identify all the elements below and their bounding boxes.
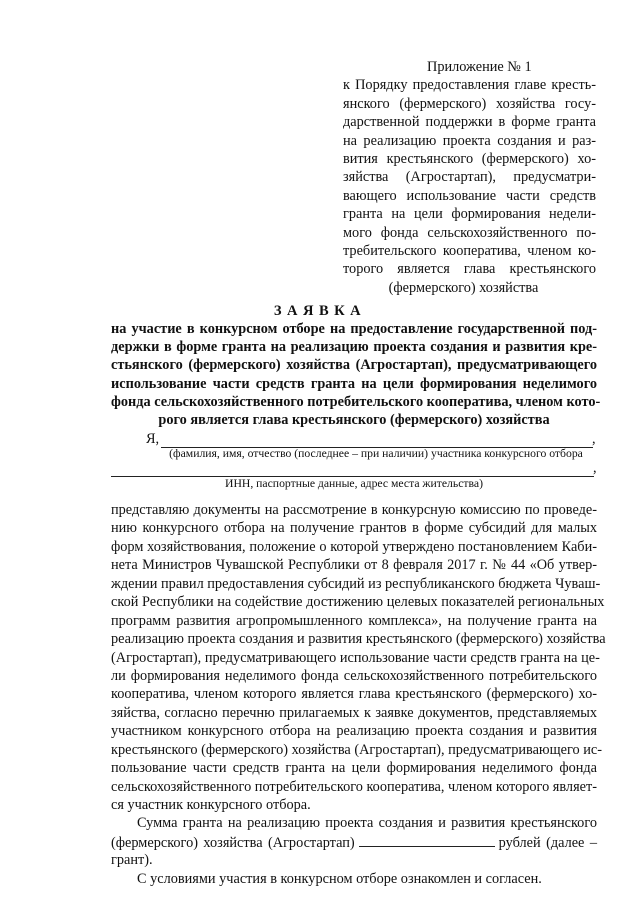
subtitle-line: держки в форме гранта на реализацию проекта создания и развития кре- [111, 339, 597, 356]
body-line: ся участник конкурсного отбора. [111, 797, 311, 813]
appendix-line: требительского кооператива, членом ко- [343, 242, 596, 259]
subtitle-line: фонда сельскохозяйственного потребительского кооператива, членом кото- [111, 393, 601, 410]
appendix-line: янского (фермерского) хозяйства госу- [343, 95, 596, 112]
body-line: кооператива, членом которого является глава крестьянского (фермерского) хо- [111, 686, 597, 703]
body-line: представляю документы на рассмотрение в конкурсную комиссию по проведе- [111, 502, 597, 518]
grant-sum-text: рублей (далее – [498, 834, 597, 851]
appendix-line: (фермерского) хозяйства [388, 279, 539, 296]
body-line: программ развития агропромышленного комплекса», на получение гранта на [111, 612, 597, 629]
appendix-line: дарственной поддержки в форме гранта [343, 114, 596, 131]
grant-amount-field[interactable] [359, 833, 495, 847]
body-line: нию конкурсного отбора на получение грантов в форме субсидий для малых [111, 520, 597, 537]
subtitle-line: стьянского (фермерского) хозяйства (Агростартап), предусматривающего [111, 357, 597, 374]
subtitle-line: рого является глава крестьянского (фермерского) хозяйства [158, 411, 550, 428]
body-line: пользование части средств гранта на цели формирования неделимого фонда [111, 760, 597, 777]
appendix-line: вития крестьянского (фермерского) хо- [343, 150, 596, 167]
subtitle-line: на участие в конкурсном отборе на предоставление государственной под- [111, 321, 597, 337]
appendix-line: торого является глава крестьянского [343, 261, 596, 278]
body-line: нета Министров Чувашской Республики от 8 февраля 2017 г. № 44 «Об утвер- [111, 557, 597, 574]
agreement-statement: С условиями участия в конкурсном отборе ознакомлен и согласен. [137, 870, 542, 887]
body-line: ли формирования неделимого фонда сельскохозяйственного потребительского [111, 667, 597, 684]
appendix-line: вающего использование части средств [343, 187, 596, 204]
appendix-line: гранта на цели формирования недели- [343, 206, 596, 223]
body-line: (Агростартап), предусматривающего использование части средств гранта на це- [111, 649, 600, 666]
body-line: зяйства, согласно перечню прилагаемых к заявке документов, представляемых [111, 704, 597, 721]
body-line: ждении правил предоставления субсидий из республиканского бюджета Чуваш- [111, 575, 601, 592]
body-line: участником конкурсного отбора на реализацию проекта создания и развития [111, 723, 597, 740]
grant-sum-line: Сумма гранта на реализацию проекта создания и развития крестьянского [137, 815, 597, 832]
body-line: форм хозяйствования, положение о которой утверждено постановлением Каби- [111, 538, 597, 555]
applicant-details-hint: ИНН, паспортные данные, адрес места жительства) [225, 477, 483, 490]
applicant-name-hint: (фамилия, имя, отчество (последнее – при наличии) участника конкурсного отбора [169, 447, 583, 460]
body-line: крестьянского (фермерского) хозяйства (Агростартап), предусматривающего ис- [111, 741, 602, 758]
application-body [111, 501, 606, 888]
appendix-line: на реализацию проекта создания и раз- [343, 132, 596, 149]
appendix-line: мого фонда сельскохозяйственного по- [343, 224, 596, 241]
document-subtitle [111, 320, 601, 429]
body-line: ской Республики на содействие достижению целевых показателей региональных [111, 594, 605, 611]
applicant-details-comma: , [593, 460, 597, 476]
grant-sum-line [111, 833, 597, 851]
appendix-line: зяйства (Агростартап), предусматри- [343, 169, 596, 186]
document-title: ЗАЯВКА [273, 303, 367, 319]
applicant-comma: , [592, 431, 596, 447]
applicant-label: Я, [146, 431, 160, 447]
subtitle-line: использование части средств гранта на цели формирования неделимого [111, 375, 597, 392]
body-line: реализацию проекта создания и развития крестьянского (фермерского) хозяйства [111, 631, 606, 648]
appendix-number: Приложение № 1 [427, 59, 532, 75]
appendix-line: к Порядку предоставления главе кресть- [343, 77, 596, 94]
grant-sum-line: грант). [111, 852, 153, 869]
body-line: сельскохозяйственного потребительского кооператива, членом которого являет- [111, 778, 597, 795]
grant-sum-text: (фермерского) хозяйства (Агростартап) [111, 834, 355, 851]
appendix-block [343, 58, 596, 297]
